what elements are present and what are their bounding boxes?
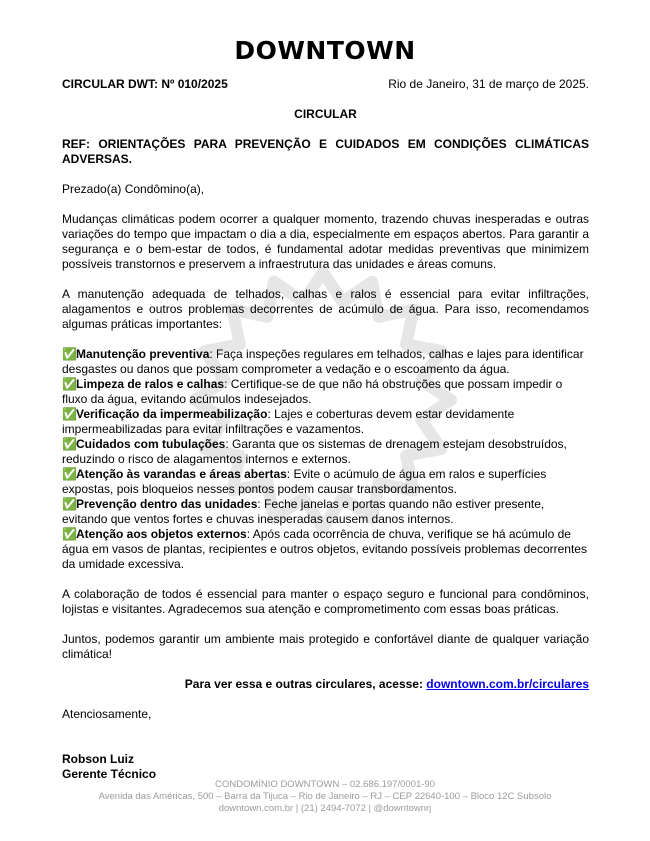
list-item — [62, 407, 589, 437]
intro-paragraph: Mudanças climáticas podem ocorrer a qualquer momento, trazendo chuvas inesperadas e outras variações do tempo que impactam o dia a dia, especialmente em espaços abertos. Para garantir a segurança e o bem-estar de todos, é fundamental adotar medidas preventivas que minimizem possíveis transtornos e preservem a infraestrutura das unidades e áreas comuns. — [62, 212, 589, 271]
item-text: : Certifique-se de que não há obstruções que possam impedir o fluxo da água, evitando acúmulos indesejados. — [62, 377, 563, 406]
header-row — [62, 77, 589, 92]
collaboration-paragraph: A colaboração de todos é essencial para manter o espaço seguro e funcional para condôminos, lojistas e visitantes. Agradecemos sua atenção e comprometimento com essas boas práticas. — [62, 587, 589, 616]
practices-list — [62, 347, 589, 572]
item-text: : Faça inspeções regulares em telhados, calhas e lajes para identificar desgastes ou danos que possam comprometer a vedação e o escoamento da água. — [62, 347, 584, 376]
maintenance-paragraph: A manutenção adequada de telhados, calhas e ralos é essencial para evitar infiltrações, alagamentos e outros problemas decorrentes de acúmulo de água. Para isso, recomendamos algumas práticas importantes: — [62, 287, 589, 331]
check-icon: ✅ — [62, 437, 77, 451]
list-item — [62, 527, 589, 572]
signature-role: Gerente Técnico — [62, 767, 157, 781]
list-item — [62, 347, 589, 377]
together-paragraph: Juntos, podemos garantir um ambiente mais protegido e confortável diante de qualquer variação climática! — [62, 632, 589, 661]
item-title: Cuidados com tubulações — [76, 437, 226, 451]
circulars-link[interactable]: downtown.com.br/circulares — [426, 677, 589, 691]
item-text: : Feche janelas e portas quando não estiver presente, evitando que ventos fortes e chuvas inesperadas causem danos internos. — [62, 497, 545, 526]
circulars-cta — [62, 677, 589, 692]
check-icon: ✅ — [62, 467, 77, 481]
check-icon: ✅ — [62, 407, 77, 421]
ref-line: REF: ORIENTAÇÕES PARA PREVENÇÃO E CUIDADOS EM CONDIÇÕES CLIMÁTICAS ADVERSAS. — [62, 137, 589, 166]
item-text: : Após cada ocorrência de chuva, verifique se há acúmulo de água em vasos de plantas, recipientes e outros objetos, evitando possíveis problemas decorrentes da umidade excessiva. — [62, 527, 587, 571]
item-title: Verificação da impermeabilização — [76, 407, 268, 421]
item-title: Atenção aos objetos externos — [76, 527, 247, 541]
check-icon: ✅ — [62, 527, 77, 541]
check-icon: ✅ — [62, 347, 77, 361]
list-item — [62, 437, 589, 467]
letter-body — [62, 77, 589, 782]
salutation: Prezado(a) Condômino(a), — [62, 182, 205, 196]
item-title: Prevenção dentro das unidades — [76, 497, 258, 511]
footer — [0, 779, 650, 815]
circular-number: CIRCULAR DWT: Nº 010/2025 — [62, 77, 228, 91]
list-item — [62, 467, 589, 497]
doc-type: CIRCULAR — [294, 107, 357, 121]
item-text: : Lajes e coberturas devem estar devidamente impermeabilizadas para evitar infiltrações e vazamentos. — [62, 407, 515, 436]
list-item — [62, 497, 589, 527]
item-text: : Evite o acúmulo de água em ralos e superfícies expostas, pois bloqueios nesses pontos podem causar transbordamentos. — [62, 467, 547, 496]
signature-name: Robson Luiz — [62, 752, 134, 766]
footer-line-1: CONDOMÍNIO DOWNTOWN – 02.686.197/0001-90 — [215, 779, 435, 790]
downtown-logo: DOWNTOWN — [234, 36, 416, 65]
check-icon: ✅ — [62, 497, 77, 511]
place-date: Rio de Janeiro, 31 de março de 2025. — [388, 77, 589, 91]
item-title: Manutenção preventiva — [76, 347, 210, 361]
closing: Atenciosamente, — [62, 707, 152, 721]
check-icon: ✅ — [62, 377, 77, 391]
item-title: Atenção às varandas e áreas abertas — [76, 467, 287, 481]
list-item — [62, 377, 589, 407]
item-title: Limpeza de ralos e calhas — [76, 377, 225, 391]
footer-line-2: Avenida das Américas, 500 – Barra da Tijuca – Rio de Janeiro – RJ – CEP 22640-100 – Bloco 12C Subsolo — [98, 791, 552, 802]
footer-line-3: downtown.com.br | (21) 2494-7072 | @downtownrj — [218, 803, 432, 814]
cta-text: Para ver essa e outras circulares, acesse: — [184, 677, 427, 691]
item-text: : Garanta que os sistemas de drenagem estejam desobstruídos, reduzindo o risco de alagamentos internos e externos. — [62, 437, 567, 466]
